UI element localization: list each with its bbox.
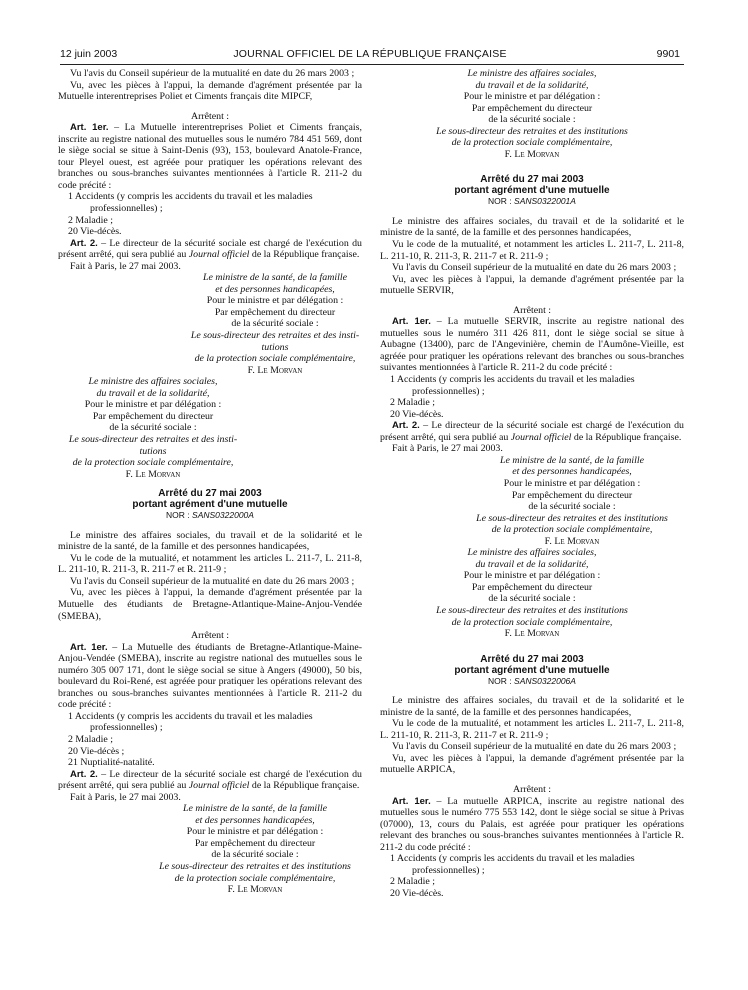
vu-pieces: Vu, avec les pièces à l'appui, la demande d'agrément présentée par la mutuelle ARPICA, — [380, 752, 684, 776]
nor-reference: NOR : SANS0322001A — [488, 196, 576, 207]
fait-a-paris: Fait à Paris, le 27 mai 2003. — [392, 443, 503, 455]
article-label: Art. 2. — [70, 237, 98, 249]
list-item: 21 Nuptialité-natalité. — [68, 757, 155, 769]
article-2: Art. 2. – Le directeur de la sécurité sociale est chargé de l'exécution du présent arrêté, qui sera publié au Journal officiel de la République française. — [58, 768, 362, 792]
nor-reference: NOR : SANS0322006A — [488, 675, 576, 686]
signature-block: Le ministre des affaires sociales, du travail et de la solidarité, Pour le ministre et par délégation : Par empêchement du directeur de la sécurité sociale : Le sous-directeur des retraites et des institutions de la protection sociale complémentaire, F. Le Morvan — [436, 547, 628, 640]
fait-a-paris: Fait à Paris, le 27 mai 2003. — [70, 260, 181, 272]
vu-code: Vu le code de la mutualité, et notamment les articles L. 211-7, L. 211-8, L. 211-10, R. 211-3, R. 211-7 et R. 211-9 ; — [380, 718, 684, 741]
signature-block: Le ministre de la santé, de la famille et des personnes handicapées, Pour le ministre et par délégation : Par empêchement du directeur de la sécurité sociale : Le sous-directeur des retraites et des insti- tutions de la protection sociale complémentaire, F. Le Morvan — [190, 272, 360, 376]
arretent: Arrêtent : — [190, 110, 230, 122]
article-1: Art. 1er. – La Mutuelle des étudiants de Bretagne-Atlantique-Maine-Anjou-Vendée (SMEBA), inscrite au registre national des mutuelles sous le numéro 305 007 171, dont le siège social se situe à Angers (49000), 50 bis, boulevard du Roi-René, est agréée pour pratiquer les opérations relevant des branches ou sous-branches suivantes mentionnées à l'article R. 211-2 du code précité : — [58, 641, 362, 711]
arretent: Arrêtent : — [512, 783, 552, 795]
article-2: Art. 2. – Le directeur de la sécurité sociale est chargé de l'exécution du présent arrêté, qui sera publié au Journal officiel de la République française. — [380, 420, 684, 443]
left-column — [58, 68, 362, 896]
ministres: Le ministre des affaires sociales, du travail et de la solidarité et le ministre de la santé, de la famille et des personnes handicapées, — [380, 215, 684, 239]
article-1: Art. 1er. – La Mutuelle interentreprises Poliet et Ciments français, inscrite au registre national des mutuelles sous le numéro 784 451 569, dont le siège social se situe à Saint-Denis (93), 153, boulevard Anatole-France, tour Pleyel ouest, est agréée pour pratiquer les opérations relevant des branches ou sous-branches suivantes mentionnées à l'article R. 211-2 du code précité : — [58, 122, 362, 191]
ministres: Le ministre des affaires sociales, du travail et de la solidarité et le ministre de la santé, de la famille et des personnes handicapées, — [58, 529, 362, 553]
list-item: 2 Maladie ; — [68, 214, 113, 226]
arretent: Arrêtent : — [512, 304, 552, 316]
nor-reference: NOR : SANS0322000A — [166, 510, 254, 521]
header-date: 12 juin 2003 — [60, 48, 118, 60]
arrete-title: Arrêté du 27 mai 2003 — [158, 488, 262, 500]
arretent: Arrêtent : — [190, 630, 230, 642]
header-rule — [60, 64, 684, 65]
list-item: 20 Vie-décès ; — [68, 745, 125, 757]
vu-pieces: Vu, avec les pièces à l'appui, la demande d'agrément présentée par la Mutuelle des étudiants de Bretagne-Atlantique-Maine-Anjou-Vendée (SMEBA), — [58, 587, 362, 622]
article-1: Art. 1er. – La mutuelle SERVIR, inscrite au registre national des mutuelles sous le numéro 311 426 811, dont le siège social se situe à Aubagne (13400), parc de l'Angevinière, chemin de l'Aumône-Vieille, est agréée pour pratiquer les opérations relevant des branches ou sous-branches suivantes mentionnées à l'article R. 211-2 du code précité : — [380, 316, 684, 374]
vu-conseil: Vu l'avis du Conseil supérieur de la mutualité en date du 26 mars 2003 ; — [70, 575, 355, 587]
list-item: 1 Accidents (y compris les accidents du travail et les maladies professionnelles) ; — [390, 374, 635, 397]
ministres: Le ministre des affaires sociales, du travail et de la solidarité et le ministre de la santé, de la famille et des personnes handicapées, — [380, 695, 684, 718]
list-item: 2 Maladie ; — [390, 876, 435, 888]
signature-block: Le ministre des affaires sociales, du travail et de la solidarité, Pour le ministre et par délégation : Par empêchement du directeur de la sécurité sociale : Le sous-directeur des retraites et des insti- tutions de la protection sociale complémentaire, F. Le Morvan — [68, 376, 238, 480]
article-label: Art. 1er. — [70, 122, 109, 134]
list-item: 1 Accidents (y compris les accidents du travail et les maladies professionnelles) ; — [68, 191, 313, 215]
vu-pieces: Vu, avec les pièces à l'appui, la demande d'agrément présentée par la mutuelle SERVIR, — [380, 273, 684, 297]
arrete-subtitle: portant agrément d'une mutuelle — [132, 499, 288, 511]
page-header — [60, 48, 680, 62]
list-item: 20 Vie-décès. — [68, 226, 122, 238]
list-item: 20 Vie-décès. — [390, 408, 444, 420]
signature-block: Le ministre de la santé, de la famille et des personnes handicapées, Pour le ministre et par délégation : Par empêchement du directeur de la sécurité sociale : Le sous-directeur des retraites et des institutions de la protection sociale complémentaire, F. Le Morvan — [159, 803, 351, 896]
list-item: 20 Vie-décès. — [390, 887, 444, 899]
vu-conseil: Vu l'avis du Conseil supérieur de la mutualité en date du 26 mars 2003 ; — [392, 741, 677, 753]
vu-code: Vu le code de la mutualité, et notamment les articles L. 211-7, L. 211-8, L. 211-10, R. 211-3, R. 211-7 et R. 211-9 ; — [58, 552, 362, 576]
signature-block: Le ministre des affaires sociales, du travail et de la solidarité, Pour le ministre et par délégation : Par empêchement du directeur de la sécurité sociale : Le sous-directeur des retraites et des institutions de la protection sociale complémentaire, F. Le Morvan — [436, 68, 628, 160]
arrete-title: Arrêté du 27 mai 2003 — [480, 174, 584, 186]
article-1: Art. 1er. – La mutuelle ARPICA, inscrite au registre national des mutuelles sous le numéro 775 553 142, dont le siège social se situe à Privas (07000), 13, cours du Palais, est agréée pour pratiquer les opérations relevant des branches ou sous-branches suivantes mentionnées à l'article R. 211-2 du code précité : — [380, 795, 684, 853]
article-2: Art. 2. – Le directeur de la sécurité sociale est chargé de l'exécution du présent arrêté, qui sera publié au Journal officiel de la République française. — [58, 237, 362, 261]
arrete-subtitle: portant agrément d'une mutuelle — [454, 664, 610, 676]
list-item: 2 Maladie ; — [68, 733, 113, 745]
vu-code: Vu le code de la mutualité, et notamment les articles L. 211-7, L. 211-8, L. 211-10, R. 211-3, R. 211-7 et R. 211-9 ; — [380, 239, 684, 262]
arrete-subtitle: portant agrément d'une mutuelle — [454, 185, 610, 197]
fait-a-paris: Fait à Paris, le 27 mai 2003. — [70, 791, 181, 803]
list-item: 2 Maladie ; — [390, 397, 435, 409]
list-item: 1 Accidents (y compris les accidents du travail et les maladies professionnelles) ; — [68, 710, 313, 734]
page-number: 9901 — [656, 48, 680, 60]
right-column — [380, 68, 684, 899]
vu-conseil: Vu l'avis du Conseil supérieur de la mutualité en date du 26 mars 2003 ; — [392, 262, 677, 274]
journal-title: JOURNAL OFFICIEL DE LA RÉPUBLIQUE FRANÇAISE — [233, 48, 507, 60]
signature-block: Le ministre de la santé, de la famille et des personnes handicapées, Pour le ministre et par délégation : Par empêchement du directeur de la sécurité sociale : Le sous-directeur des retraites et des institutions de la protection sociale complémentaire, F. Le Morvan — [476, 454, 668, 547]
list-item: 1 Accidents (y compris les accidents du travail et les maladies professionnelles) ; — [390, 853, 635, 876]
vu-pieces: Vu, avec les pièces à l'appui, la demande d'agrément présentée par la Mutuelle interentreprises Poliet et Ciments français dite MIPCF, — [58, 79, 362, 103]
arrete-title: Arrêté du 27 mai 2003 — [480, 653, 584, 665]
vu-conseil: Vu l'avis du Conseil supérieur de la mutualité en date du 26 mars 2003 ; — [70, 68, 355, 79]
